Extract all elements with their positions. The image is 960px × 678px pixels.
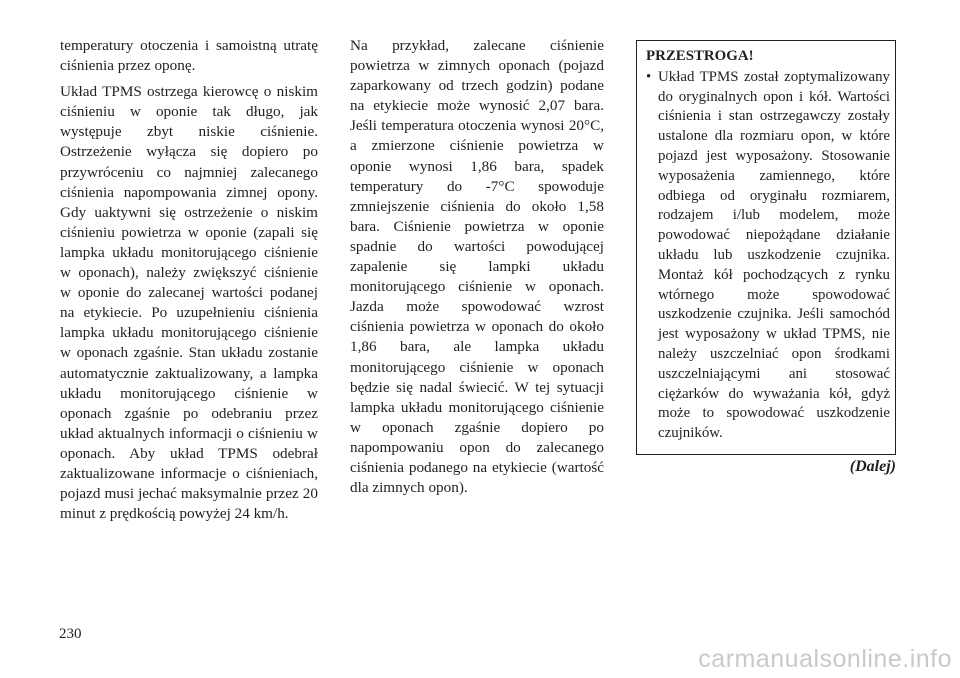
text-column-middle (350, 36, 604, 504)
warning-list (646, 68, 890, 444)
page-number: 230 (59, 626, 82, 642)
warning-title: PRZESTROGA! (646, 48, 754, 64)
text-column-left (60, 36, 318, 530)
continued-label: (Dalej) (849, 458, 896, 475)
warning-item: • Układ TPMS został zoptymalizowany do oryginalnych opon i kół. Wartości ciśnienia i stan ostrzegawczy zostały ustalone dla rozmiaru opon, w które pojazd jest wyposażony. Stosowanie wyposażenia zamiennego, które odbiega od oryginału rozmiarem, rodzajem i/lub modelem, może powodować niepożądane działanie układu lub uszkodzenie czujnika. Montaż kół pochodzących z rynku wtórnego może spowodować uszkodzenie czujnika. Jeśli samochód jest wyposażony w układ TPMS, nie należy uszczelniać opon środkami uszczelniającymi ani stosować ciężarków do wyważania kół, gdyż może to spowodować uszkodzenie czujników. (646, 68, 890, 444)
paragraph: Układ TPMS ostrzega kierowcę o niskim ciśnieniu w oponie tak długo, jak występuje zbyt niskie ciśnienie. Ostrzeżenie wyłącza się dopiero po przywróceniu co najmniej zalecanego ciśnienia napompowania zimnej opony. Gdy uaktywni się ostrzeżenie o niskim ciśnieniu powietrza w oponie (zapali się lampka układu monitorującego ciśnienie w oponach), należy zwiększyć ciśnienie w oponie do zalecanej wartości podanej na etykiecie. Po uzupełnieniu ciśnienia lampka układu monitorującego ciśnienie w oponach zgaśnie. Stan układu zostanie automatycznie zaktualizowany, a lampka układu monitorującego ciśnienie w oponach zgaśnie po odebraniu przez układ aktualnych informacji o ciśnieniu w oponach. Aby układ TPMS odebrał zaktualizowane informacje o ciśnieniach, pojazd musi jechać maksymalnie przez 20 minut z prędkością powyżej 24 km/h. (60, 83, 318, 523)
watermark: carmanualsonline.info (698, 645, 952, 673)
paragraph: Na przykład, zalecane ciśnienie powietrza w zimnych oponach (pojazd zaparkowany od trzech godzin) podane na etykiecie może wynosić 2,07 bara. Jeśli temperatura otoczenia wynosi 20°C, a zmierzone ciśnienie powietrza w oponie wynosi 1,86 bara, spadek temperatury do -7°C spowoduje zmniejszenie ciśnienia do około 1,58 bara. Ciśnienie powietrza w oponie spadnie do wartości powodującej zapalenie się lampki układu monitorującego ciśnienie w oponach. Jazda może spowodować wzrost ciśnienia powietrza w oponach do około 1,86 bara, ale lampka układu monitorującego ciśnienie w oponach będzie się nadal świecić. W tej sytuacji lampka układu monitorującego ciśnienie w oponach zgaśnie dopiero po napompowaniu opon do zalecanego ciśnienia podanego na etykiecie (wartość dla zimnych opon). (350, 37, 604, 497)
paragraph: temperatury otoczenia i samoistną utratę ciśnienia przez oponę. (60, 37, 318, 75)
warning-box (636, 40, 896, 455)
